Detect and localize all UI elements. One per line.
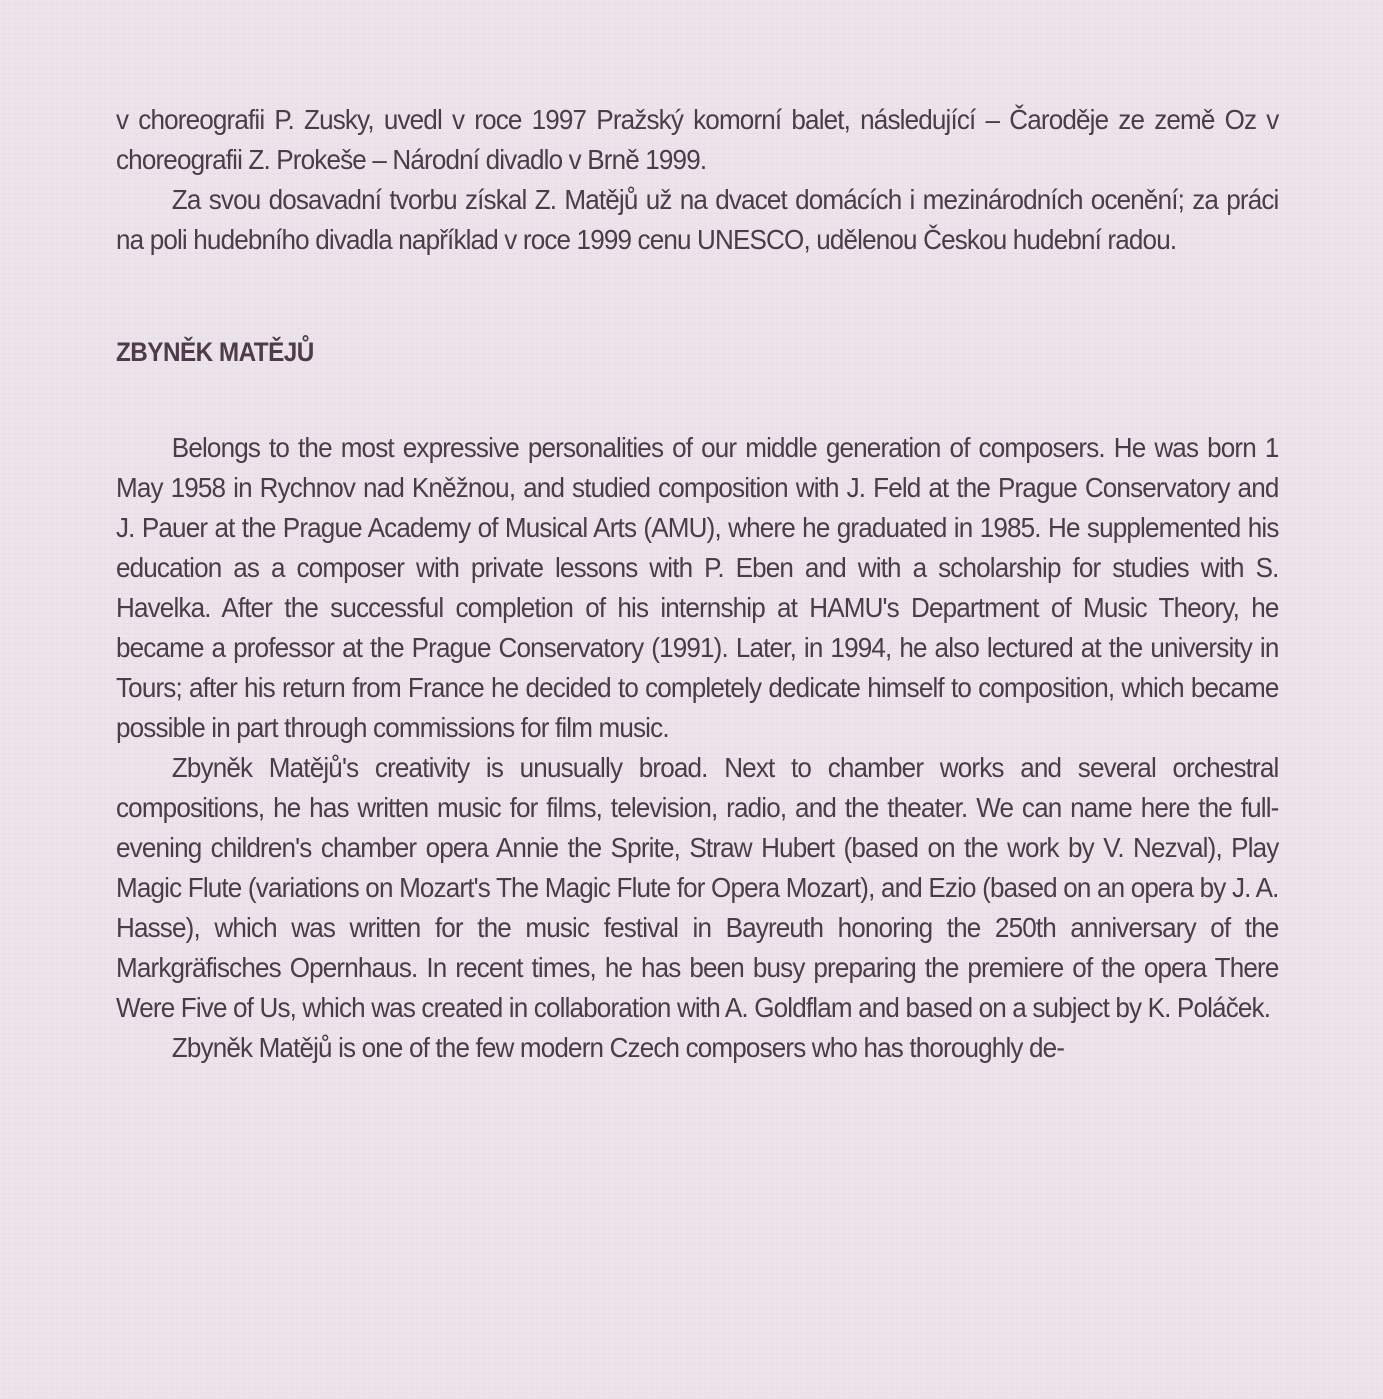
section-heading: ZBYNĚK MATĚJŮ [116, 337, 314, 367]
document-page [116, 100, 1278, 1068]
bio-paragraph-2: Zbyněk Matějů's creativity is unusually broad. Next to chamber works and several orchestral compositions, he has written music for films, television, radio, and the theater. We can name here the full-evening children's chamber opera Annie the Sprite, Straw Hubert (based on the work by V. Nezval), Play Magic Flute (variations on Mozart's The Magic Flute for Opera Mozart), and Ezio (based on an opera by J. A. Hasse), which was written for the music festival in Bayreuth honoring the 250th anniversary of the Markgräfisches Opernhaus. In recent times, he has been busy preparing the premiere of the opera There Were Five of Us, which was created in collaboration with A. Goldflam and based on a subject by K. Poláček. [116, 752, 1279, 1023]
bio-paragraph-3: Zbyněk Matějů is one of the few modern Czech composers who has thoroughly de- [171, 1032, 1065, 1063]
intro-paragraph-continued: v choreografii P. Zusky, uvedl v roce 1997 Pražský komorní balet, následující – Čaroděje ze země Oz v choreografii Z. Prokeše – Národní divadlo v Brně 1999. [116, 104, 1279, 175]
bio-paragraph-1: Belongs to the most expressive personalities of our middle generation of composers. He was born 1 May 1958 in Rychnov nad Kněžnou, and studied composition with J. Feld at the Prague Conservatory and J. Pauer at the Prague Academy of Musical Arts (AMU), where he graduated in 1985. He supplemented his education as a composer with private lessons with P. Eben and with a scholarship for studies with S. Havelka. After the successful completion of his internship at HAMU's Department of Music Theory, he became a professor at the Prague Conservatory (1991). Later, in 1994, he also lectured at the university in Tours; after his return from France he decided to completely dedicate himself to composition, which became possible in part through commissions for film music. [116, 432, 1279, 743]
intro-paragraph-awards: Za svou dosavadní tvorbu získal Z. Matějů už na dvacet domácích i mezinárodních ocenění; za práci na poli hudebního divadla například v roce 1999 cenu UNESCO, udělenou Českou hudební radou. [116, 184, 1279, 255]
